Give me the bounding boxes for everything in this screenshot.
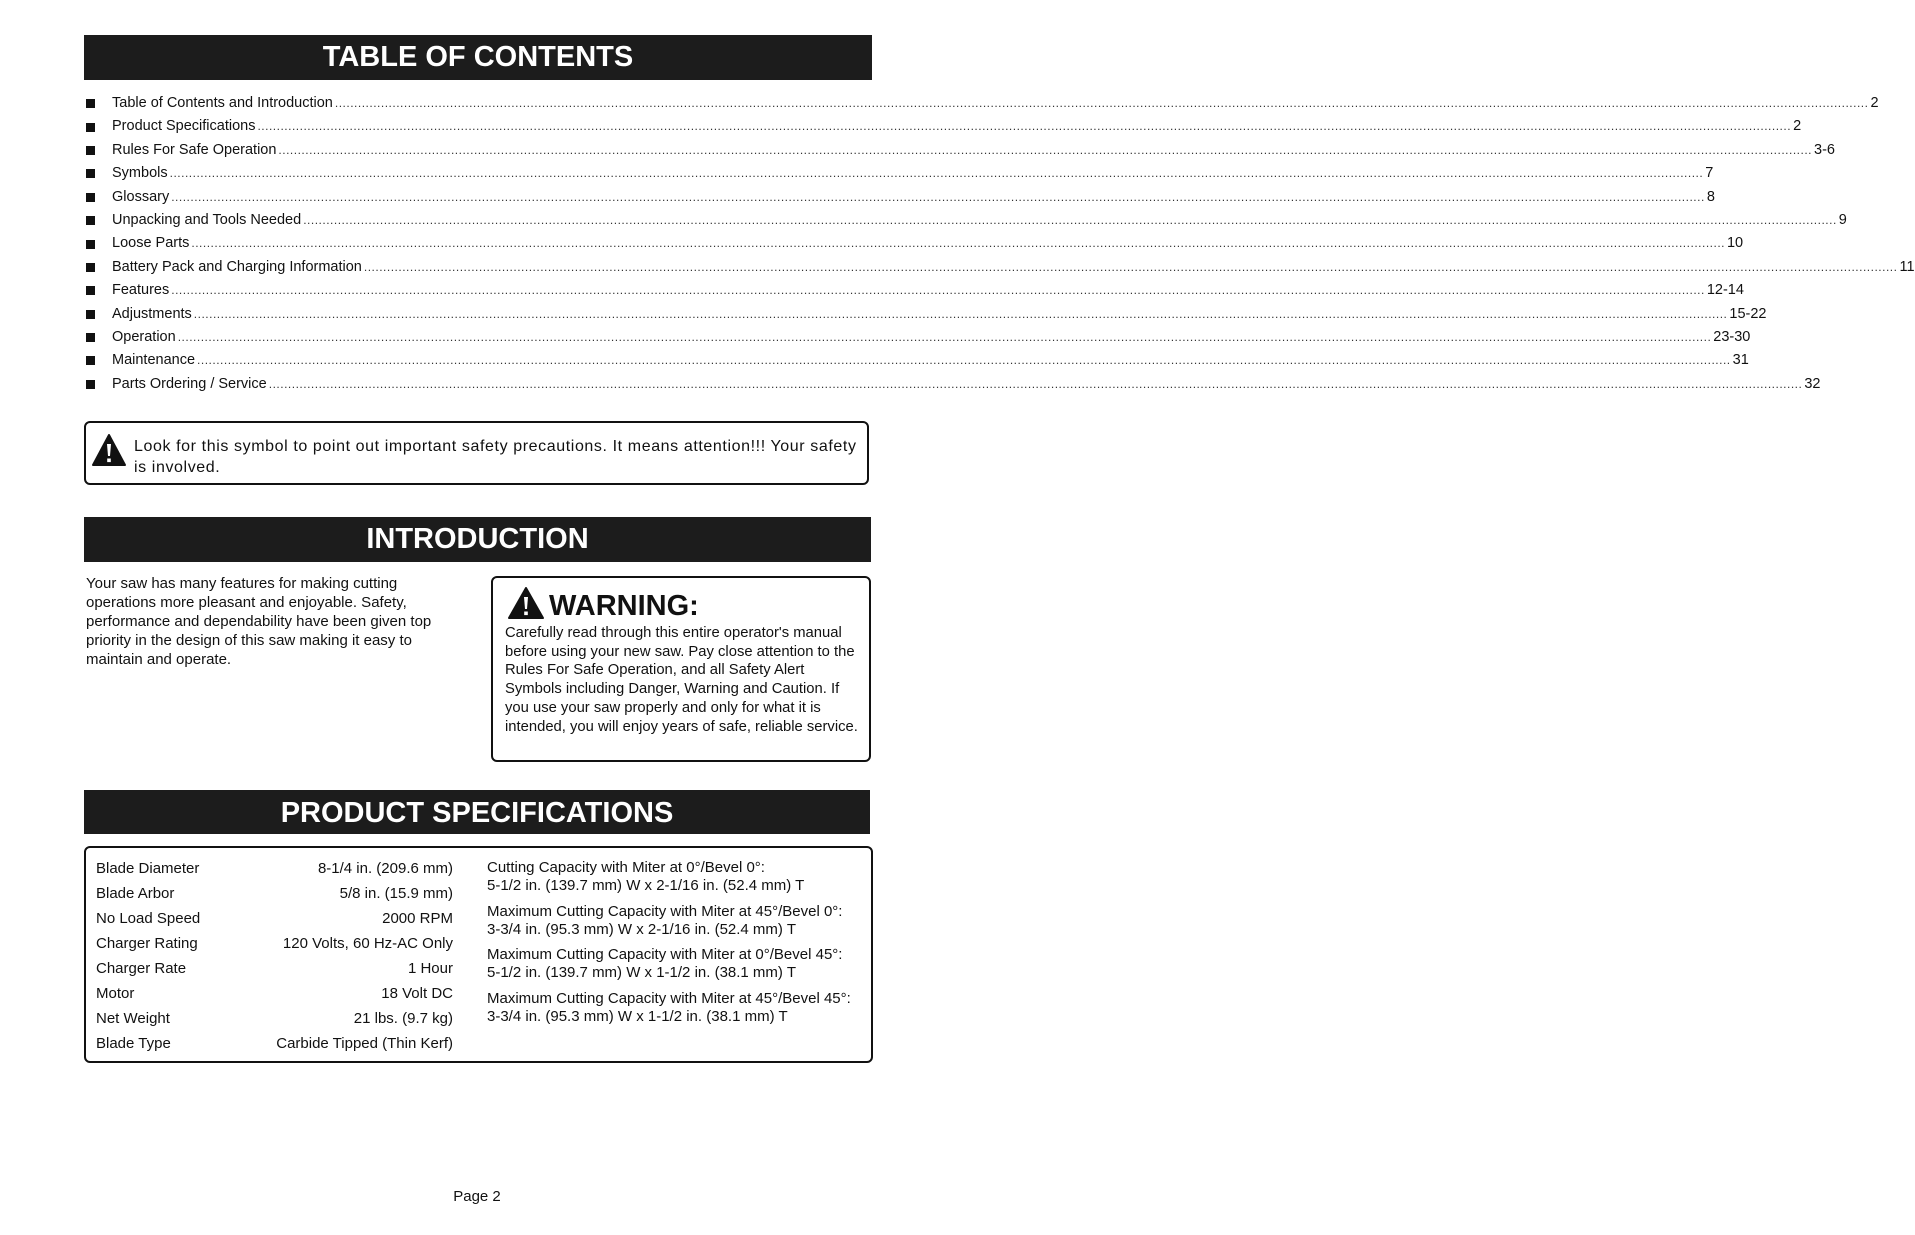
- safety-notice-text: Look for this symbol to point out important safety precautions. It means attention!!! Your safety is involved.: [134, 438, 857, 476]
- cutting-capacity-item: [487, 946, 872, 983]
- toc-item[interactable]: [84, 279, 1744, 302]
- spec-row: [96, 933, 453, 958]
- square-bullet-icon: [86, 356, 95, 365]
- dot-leader: ................................................................................................................................................................................................................................................................................................................................................................................................................: [303, 212, 1837, 227]
- dot-leader: ................................................................................................................................................................................................................................................................................................................................................................................................................: [278, 142, 1813, 157]
- toc-item-page: 7: [1705, 165, 1714, 182]
- toc-item[interactable]: [84, 186, 1715, 209]
- square-bullet-icon: [86, 240, 95, 249]
- spec-row: [96, 958, 453, 983]
- warning-box: [491, 576, 871, 762]
- spec-row: [96, 858, 453, 883]
- specifications-box: [84, 846, 873, 1063]
- dot-leader: ................................................................................................................................................................................................................................................................................................................................................................................................................: [177, 329, 1712, 344]
- safety-notice: [84, 421, 869, 485]
- spec-label: Charger Rating: [96, 935, 198, 952]
- toc-item[interactable]: [84, 303, 1767, 326]
- capacity-label: Cutting Capacity with Miter at 0°/Bevel 0°:: [487, 859, 765, 876]
- toc-item[interactable]: [84, 373, 1821, 396]
- warning-triangle-icon: [507, 586, 545, 625]
- capacity-value: 3-3/4 in. (95.3 mm) W x 1-1/2 in. (38.1 mm) T: [487, 1008, 788, 1026]
- toc-item[interactable]: [84, 326, 1751, 349]
- introduction-body: Your saw has many features for making cutting operations more pleasant and enjoyable. Safety, performance and dependability have been given top priority in the design of this saw making it easy to maintain and operate.: [86, 575, 432, 668]
- toc-item-title: Unpacking and Tools Needed: [112, 211, 302, 228]
- spec-row: [96, 1033, 453, 1058]
- dot-leader: ................................................................................................................................................................................................................................................................................................................................................................................................................: [334, 96, 1869, 110]
- toc-item-page: 8: [1706, 188, 1715, 205]
- toc-item-page: 3-6: [1814, 141, 1835, 158]
- toc-item-page: 23-30: [1713, 328, 1751, 345]
- toc-list: [84, 92, 1915, 396]
- toc-item-title: Rules For Safe Operation: [112, 141, 277, 158]
- capacity-label: Maximum Cutting Capacity with Miter at 0°/Bevel 45°:: [487, 946, 843, 964]
- dot-leader: ................................................................................................................................................................................................................................................................................................................................................................................................................: [197, 353, 1731, 368]
- capacity-value: 3-3/4 in. (95.3 mm) W x 2-1/16 in. (52.4 mm) T: [487, 920, 796, 938]
- dot-leader: ................................................................................................................................................................................................................................................................................................................................................................................................................: [268, 376, 1803, 391]
- spec-label: Blade Type: [96, 1035, 171, 1052]
- cutting-capacity-item: [487, 990, 872, 1027]
- spec-label: No Load Speed: [96, 910, 201, 927]
- warning-triangle-icon: [91, 433, 127, 472]
- dot-leader: ................................................................................................................................................................................................................................................................................................................................................................................................................: [193, 306, 1728, 321]
- warning-body: Carefully read through this entire operator's manual before using your new saw. Pay close attention to the Rules For Safe Operation, and all Safety Alert Symbols including Danger, Warning and Caution. If you use your saw properly and only for what it is intended, you will enjoy years of safe, reliable service.: [505, 625, 858, 735]
- spec-label: Motor: [96, 985, 135, 1002]
- spec-row: [96, 1008, 453, 1033]
- toc-item[interactable]: [84, 92, 1879, 115]
- square-bullet-icon: [86, 99, 95, 108]
- dot-leader: ................................................................................................................................................................................................................................................................................................................................................................................................................: [257, 119, 1792, 134]
- introduction-heading: INTRODUCTION: [84, 517, 871, 562]
- spec-label: Blade Diameter: [96, 860, 200, 877]
- toc-item-title: Battery Pack and Charging Information: [112, 258, 362, 275]
- spec-value: 2000 RPM: [382, 910, 453, 927]
- spec-row: [96, 908, 453, 933]
- spec-value: 1 Hour: [407, 960, 453, 977]
- toc-item[interactable]: [84, 209, 1847, 232]
- dot-leader: ................................................................................................................................................................................................................................................................................................................................................................................................................: [171, 283, 1705, 298]
- toc-item-title: Features: [112, 282, 170, 299]
- square-bullet-icon: [86, 286, 95, 295]
- toc-item[interactable]: [84, 115, 1802, 138]
- spec-value: Carbide Tipped (Thin Kerf): [276, 1035, 453, 1052]
- spec-value: 21 lbs. (9.7 kg): [353, 1010, 453, 1027]
- capacity-value: 5-1/2 in. (139.7 mm) W x 1-1/2 in. (38.1 mm) T: [487, 964, 796, 982]
- toc-item-page: 10: [1726, 235, 1744, 252]
- toc-item-page: 11: [1899, 258, 1915, 275]
- specifications-heading: PRODUCT SPECIFICATIONS: [84, 790, 870, 834]
- toc-item-title: Adjustments: [112, 305, 192, 322]
- page-number: Page 2: [453, 1188, 501, 1205]
- toc-item-page: 9: [1838, 211, 1847, 228]
- cutting-capacity-list: [487, 859, 872, 1033]
- square-bullet-icon: [86, 193, 95, 202]
- spec-label: Blade Arbor: [96, 885, 175, 902]
- square-bullet-icon: [86, 169, 95, 178]
- toc-item-title: Maintenance: [112, 352, 196, 369]
- spec-label: Net Weight: [96, 1010, 170, 1027]
- spec-value: 18 Volt DC: [381, 985, 453, 1002]
- cutting-capacity-item: [487, 859, 872, 896]
- dot-leader: ................................................................................................................................................................................................................................................................................................................................................................................................................: [171, 189, 1705, 204]
- toc-item-title: Table of Contents and Introduction: [112, 95, 333, 111]
- dot-leader: ................................................................................................................................................................................................................................................................................................................................................................................................................: [191, 236, 1725, 251]
- toc-item[interactable]: [84, 139, 1835, 162]
- spec-table: [96, 858, 453, 1058]
- spec-label: Charger Rate: [96, 960, 187, 977]
- spec-value: 5/8 in. (15.9 mm): [339, 885, 453, 902]
- toc-item[interactable]: [84, 256, 1915, 279]
- spec-row: [96, 983, 453, 1008]
- square-bullet-icon: [86, 216, 95, 225]
- dot-leader: ................................................................................................................................................................................................................................................................................................................................................................................................................: [363, 259, 1898, 274]
- toc-item-title: Operation: [112, 328, 176, 345]
- spec-value: 120 Volts, 60 Hz-AC Only: [282, 935, 453, 952]
- toc-item-page: 12-14: [1706, 282, 1744, 299]
- toc-item[interactable]: [84, 232, 1744, 255]
- toc-item-page: 2: [1793, 118, 1802, 135]
- spec-row: [96, 883, 453, 908]
- toc-item-page: 2: [1870, 95, 1879, 111]
- cutting-capacity-item: [487, 903, 872, 940]
- square-bullet-icon: [86, 310, 95, 319]
- square-bullet-icon: [86, 333, 95, 342]
- toc-item-title: Parts Ordering / Service: [112, 375, 267, 392]
- toc-item-page: 31: [1732, 352, 1749, 369]
- toc-item-title: Loose Parts: [112, 235, 190, 252]
- spec-value: 8-1/4 in. (209.6 mm): [317, 860, 453, 877]
- toc-item-page: 32: [1804, 375, 1821, 392]
- toc-item-title: Symbols: [112, 165, 168, 182]
- square-bullet-icon: [86, 263, 95, 272]
- toc-item[interactable]: [84, 162, 1714, 185]
- toc-item[interactable]: [84, 349, 1749, 372]
- toc-item-title: Glossary: [112, 188, 170, 205]
- dot-leader: ................................................................................................................................................................................................................................................................................................................................................................................................................: [169, 166, 1704, 181]
- toc-heading: TABLE OF CONTENTS: [84, 35, 872, 80]
- toc-item-title: Product Specifications: [112, 118, 256, 135]
- square-bullet-icon: [86, 380, 95, 389]
- capacity-label: Maximum Cutting Capacity with Miter at 45°/Bevel 0°:: [487, 902, 843, 920]
- capacity-label: Maximum Cutting Capacity with Miter at 45°/Bevel 45°:: [487, 989, 851, 1007]
- warning-title: WARNING:: [549, 589, 699, 622]
- square-bullet-icon: [86, 123, 95, 132]
- capacity-value: 5-1/2 in. (139.7 mm) W x 2-1/16 in. (52.4 mm) T: [487, 877, 805, 895]
- square-bullet-icon: [86, 146, 95, 155]
- toc-item-page: 15-22: [1729, 305, 1767, 322]
